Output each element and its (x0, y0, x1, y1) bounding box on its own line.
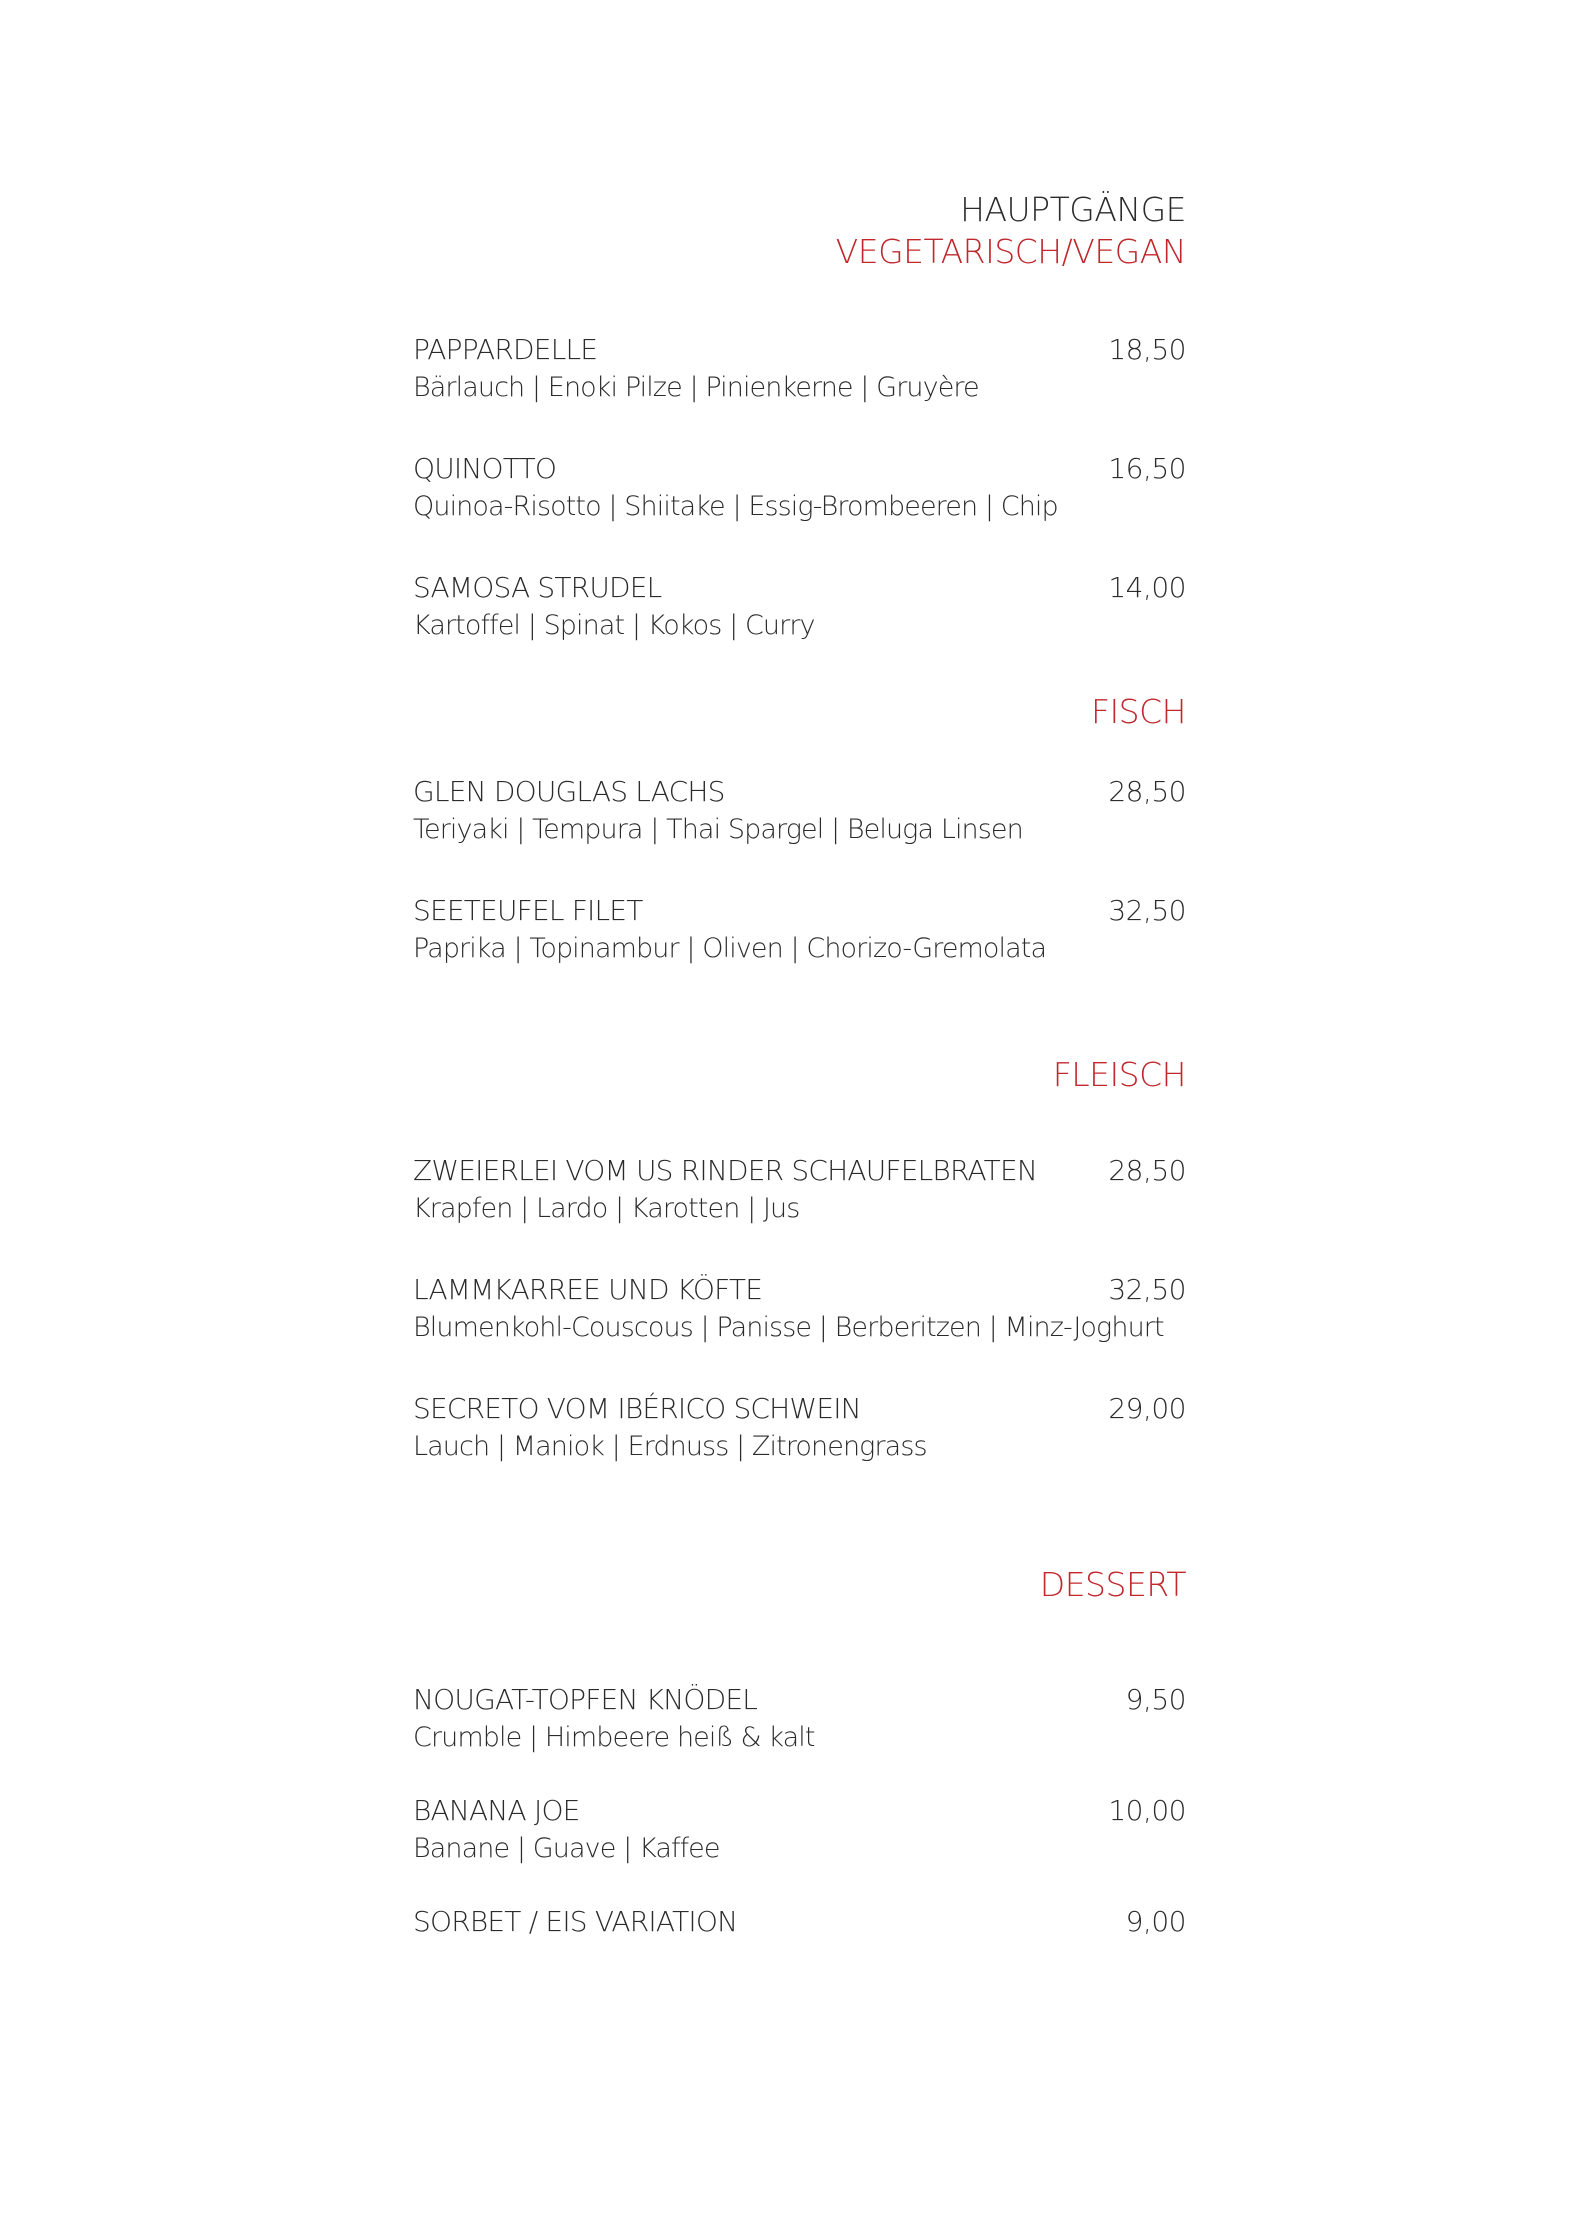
item-name: SECRETO VOM IBÉRICO SCHWEIN (413, 1392, 861, 1425)
item-description: Quinoa-Risotto | Shiitake | Essig-Brombeeren | Chip (413, 491, 1058, 522)
item-price: 28,50 (1108, 1154, 1186, 1187)
item-price: 10,00 (1108, 1794, 1186, 1827)
item-description: Lauch | Maniok | Erdnuss | Zitronengrass (413, 1431, 927, 1462)
item-price: 32,50 (1108, 894, 1186, 927)
menu-item (413, 1683, 1186, 1753)
menu-item (413, 1794, 1186, 1864)
item-price: 29,00 (1108, 1392, 1186, 1425)
item-price: 18,50 (1108, 333, 1186, 366)
item-price: 32,50 (1108, 1273, 1186, 1306)
item-name: NOUGAT-TOPFEN KNÖDEL (413, 1683, 758, 1716)
item-name: SAMOSA STRUDEL (413, 571, 662, 604)
item-price: 14,00 (1108, 571, 1186, 604)
section-title-fleisch: FLEISCH (1052, 1055, 1186, 1094)
section-title-dessert: DESSERT (1039, 1565, 1186, 1604)
item-description: Kartoffel | Spinat | Kokos | Curry (413, 610, 815, 641)
item-name: SEETEUFEL FILET (413, 894, 643, 927)
menu-item (413, 1273, 1186, 1343)
item-name: GLEN DOUGLAS LACHS (413, 775, 725, 808)
menu-item (413, 452, 1186, 522)
item-description: Krapfen | Lardo | Karotten | Jus (413, 1193, 800, 1224)
item-price: 28,50 (1108, 775, 1186, 808)
menu-title: HAUPTGÄNGE (960, 190, 1186, 229)
section-title-fisch: FISCH (1090, 692, 1186, 731)
item-description: Blumenkohl-Couscous | Panisse | Berberitzen | Minz-Joghurt (413, 1312, 1164, 1343)
item-name: LAMMKARREE UND KÖFTE (413, 1273, 763, 1306)
item-price: 16,50 (1108, 452, 1186, 485)
item-name: SORBET / EIS VARIATION (413, 1905, 738, 1938)
menu-item (413, 333, 1186, 403)
menu-item (413, 894, 1186, 964)
item-price: 9,50 (1125, 1683, 1186, 1716)
section-title-vegetarisch: VEGETARISCH/VEGAN (835, 232, 1186, 271)
item-price: 9,00 (1125, 1905, 1186, 1938)
item-description: Bärlauch | Enoki Pilze | Pinienkerne | Gruyère (413, 372, 979, 403)
item-name: PAPPARDELLE (413, 333, 598, 366)
item-description: Paprika | Topinambur | Oliven | Chorizo-Gremolata (413, 933, 1047, 964)
menu-item (413, 775, 1186, 845)
menu-page (413, 0, 1186, 2222)
item-description: Banane | Guave | Kaffee (413, 1833, 720, 1864)
item-description: Teriyaki | Tempura | Thai Spargel | Beluga Linsen (413, 814, 1023, 845)
menu-item (413, 1905, 1186, 1938)
item-description: Crumble | Himbeere heiß & kalt (413, 1722, 815, 1753)
menu-item (413, 571, 1186, 641)
menu-item (413, 1154, 1186, 1224)
item-name: BANANA JOE (413, 1794, 580, 1827)
item-name: ZWEIERLEI VOM US RINDER SCHAUFELBRATEN (413, 1154, 1038, 1187)
item-name: QUINOTTO (413, 452, 557, 485)
menu-item (413, 1392, 1186, 1462)
